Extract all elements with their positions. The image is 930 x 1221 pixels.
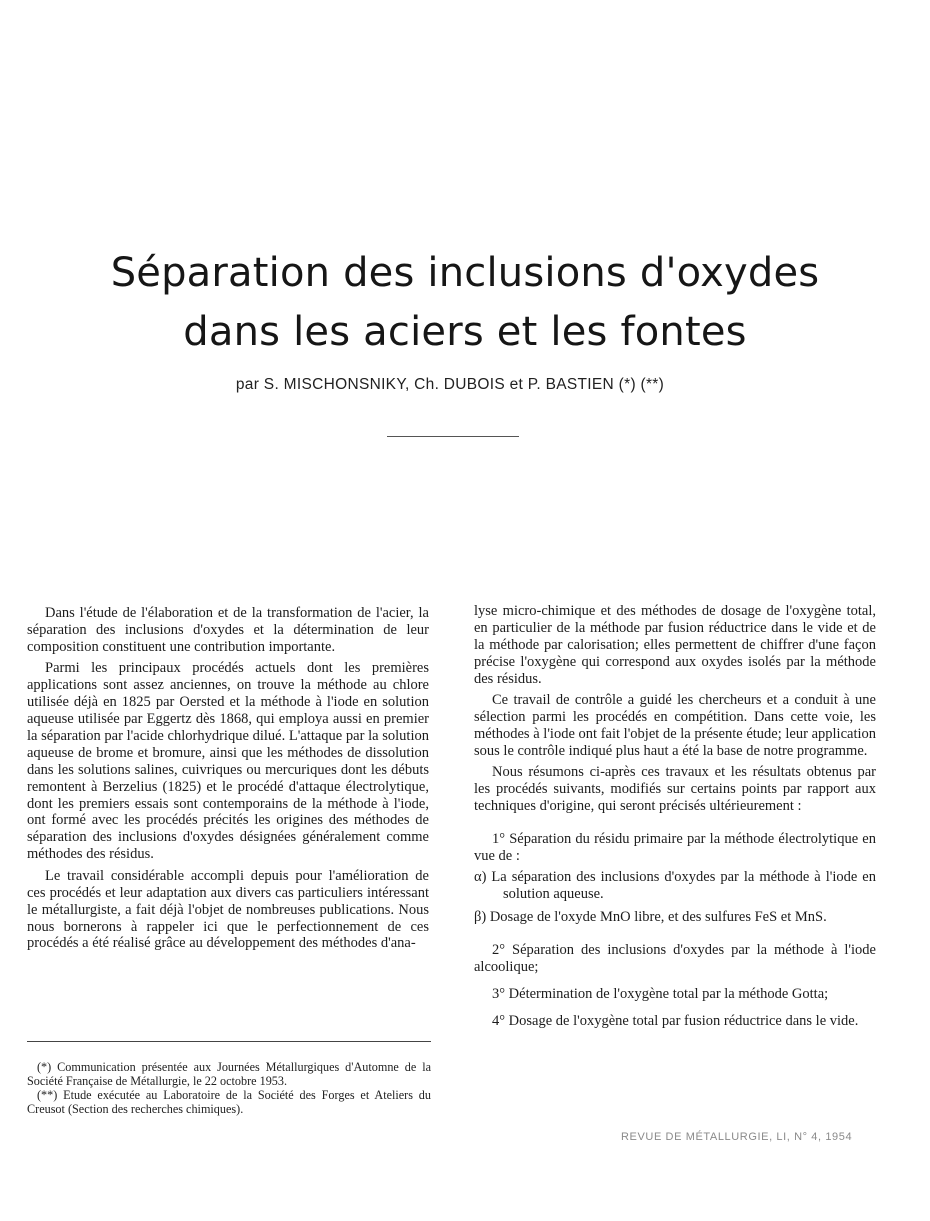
journal-reference: REVUE DE MÉTALLURGIE, LI, N° 4, 1954 [621,1131,853,1143]
body-paragraph: Ce travail de contrôle a guidé les chercheurs et a conduit à une sélection parmi les procédés en compétition. Dans cette voie, les méthodes à l'iode ont fait l'objet de la présente étude; leur application sous le contrôle indiqué plus haut a été la base de notre programme. [474,692,876,759]
footnote: (*) Communication présentée aux Journées Métallurgiques d'Automne de la Société Française de Métallurgie, le 22 octobre 1953. [27,1060,431,1088]
article-title-line-2: dans les aciers et les fontes [183,309,747,355]
body-paragraph: Dans l'étude de l'élaboration et de la transformation de l'acier, la séparation des inclusions d'oxydes et la détermination de leur composition constituent une contribution importante. [27,605,429,655]
authors-line: par S. MISCHONSNIKY, Ch. DUBOIS et P. BASTIEN (*) (**) [235,376,665,393]
method-item-1b: β) Dosage de l'oxyde MnO libre, et des sulfures FeS et MnS. [474,909,827,926]
body-paragraph: Nous résumons ci-après ces travaux et les résultats obtenus par les procédés suivants, modifiés sur certains points par rapport aux techniques d'origine, qui seront précisés ultérieurement : [474,764,876,815]
article-title-line-1: Séparation des inclusions d'oxydes [110,250,820,296]
method-item-3: 3° Détermination de l'oxygène total par la méthode Gotta; [492,986,829,1002]
footnote: (**) Etude exécutée au Laboratoire de la Société des Forges et Ateliers du Creusot (Section des recherches chimiques). [27,1088,431,1116]
body-paragraph: lyse micro-chimique et des méthodes de dosage de l'oxygène total, en particulier de la méthode par fusion réductrice dans le vide et de la méthode par calorisation; elles permettent de chiffrer d'une façon précise l'oxygène qui correspond aux oxydes isolés par la méthode des résidus. [474,603,876,687]
method-item-2: 2° Séparation des inclusions d'oxydes par la méthode à l'iode alcoolique; [474,942,876,976]
title-separator-rule [387,436,519,437]
method-item-4: 4° Dosage de l'oxygène total par fusion réductrice dans le vide. [492,1012,859,1029]
body-paragraph: Parmi les principaux procédés actuels dont les premières applications sont assez anciennes, on trouve la méthode au chlore utilisée déjà en 1825 par Oersted et la méthode à l'iode en solution aqueuse utilisée par Eggertz dès 1868, qui employa aussi en premier la séparation par l'acide chlorhydrique dilué. L'attaque par la solution aqueuse de brome et bromure, ainsi que les méthodes de dissolution dans les solutions salines, cuivriques ou mercuriques dont les débuts remontent à Berzelius (1825) et le procédé d'attaque électrolytique, dont les premiers essais sont contemporains de la méthode à l'iode, ont formé avec les procédés précités les origines des méthodes de séparation des inclusions d'oxydes désignées généralement comme méthodes des résidus. [27,660,429,863]
method-item-1: 1° Séparation du résidu primaire par la méthode électrolytique en vue de : [474,831,876,864]
footnotes [27,1041,431,1116]
body-paragraph: Le travail considérable accompli depuis pour l'amélioration de ces procédés et leur adaptation aux divers cas particuliers intéressant le métallurgiste, a fait déjà l'objet de nombreuses publications. Nous nous bornerons à rappeler ici que le perfectionnement de ces procédés a été réalisé grâce au développement des méthodes d'ana- [27,867,429,952]
right-text-column [474,603,876,1034]
left-text-column [27,605,429,957]
method-item-1a: α) La séparation des inclusions d'oxydes par la méthode à l'iode en solution aqueuse. [474,869,876,903]
